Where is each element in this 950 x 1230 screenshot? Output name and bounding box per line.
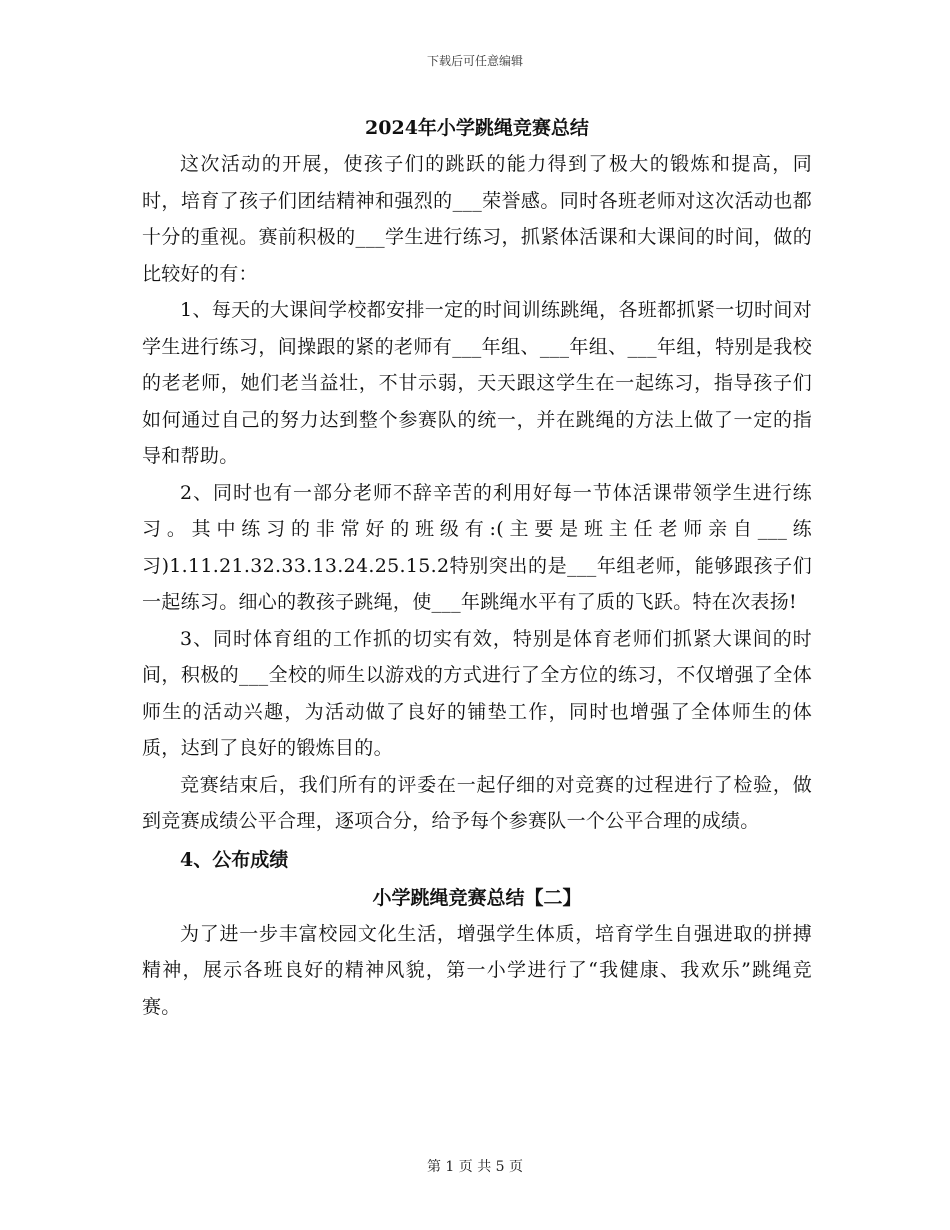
paragraph-second-intro: 为了进一步丰富校园文化生活，增强学生体质，培育学生自强进取的拼搏精神，展示各班良好的精神风貌，第一小学进行了“我健康、我欢乐”跳绳竞赛。 [142, 922, 812, 1018]
document-title: 2024年小学跳绳竞赛总结 [365, 117, 589, 139]
paragraph-intro: 这次活动的开展，使孩子们的跳跃的能力得到了极大的锻炼和提高，同时，培育了孩子们团结精神和强烈的___荣誉感。同时各班老师对这次活动也都十分的重视。赛前积极的___学生进行练习，抓紧体活课和大课间的时间，做的比较好的有： [142, 153, 812, 285]
page-header-note: 下载后可任意编辑 [426, 54, 523, 68]
paragraph-item-2: 2、同时也有一部分老师不辞辛苦的利用好每一节体活课带领学生进行练习。其中练习的非常好的班级有:(主要是班主任老师亲自___练习)1.11.21.32.33.13.24.25.15.2特别突出的是___年组老师，能够跟孩子们一起练习。细心的教孩子跳绳，使___年跳绳水平有了质的飞跃。特在次表扬! [142, 481, 812, 613]
section-heading-results: 4、公布成绩 [180, 848, 289, 871]
paragraph-item-3: 3、同时体育组的工作抓的切实有效，特别是体育老师们抓紧大课间的时间，积极的___全校的师生以游戏的方式进行了全方位的练习，不仅增强了全体师生的活动兴趣，为活动做了良好的铺垫工作，同时也增强了全体师生的体质，达到了良好的锻炼目的。 [142, 627, 812, 759]
paragraph-item-1: 1、每天的大课间学校都安排一定的时间训练跳绳，各班都抓紧一切时间对学生进行练习，间操跟的紧的老师有___年组、___年组、___年组，特别是我校的老老师，她们老当益壮，不甘示弱，天天跟这学生在一起练习，指导孩子们如何通过自己的努力达到整个参赛队的统一，并在跳绳的方法上做了一定的指导和帮助。 [142, 299, 812, 467]
paragraph-conclusion: 竞赛结束后，我们所有的评委在一起仔细的对竞赛的过程进行了检验，做到竞赛成绩公平合理，逐项合分，给予每个参赛队一个公平合理的成绩。 [142, 773, 812, 832]
document-body [142, 112, 812, 1025]
section-subtitle: 小学跳绳竞赛总结【二】 [372, 886, 582, 909]
page-footer-number: 第 1 页 共 5 页 [426, 1159, 524, 1175]
